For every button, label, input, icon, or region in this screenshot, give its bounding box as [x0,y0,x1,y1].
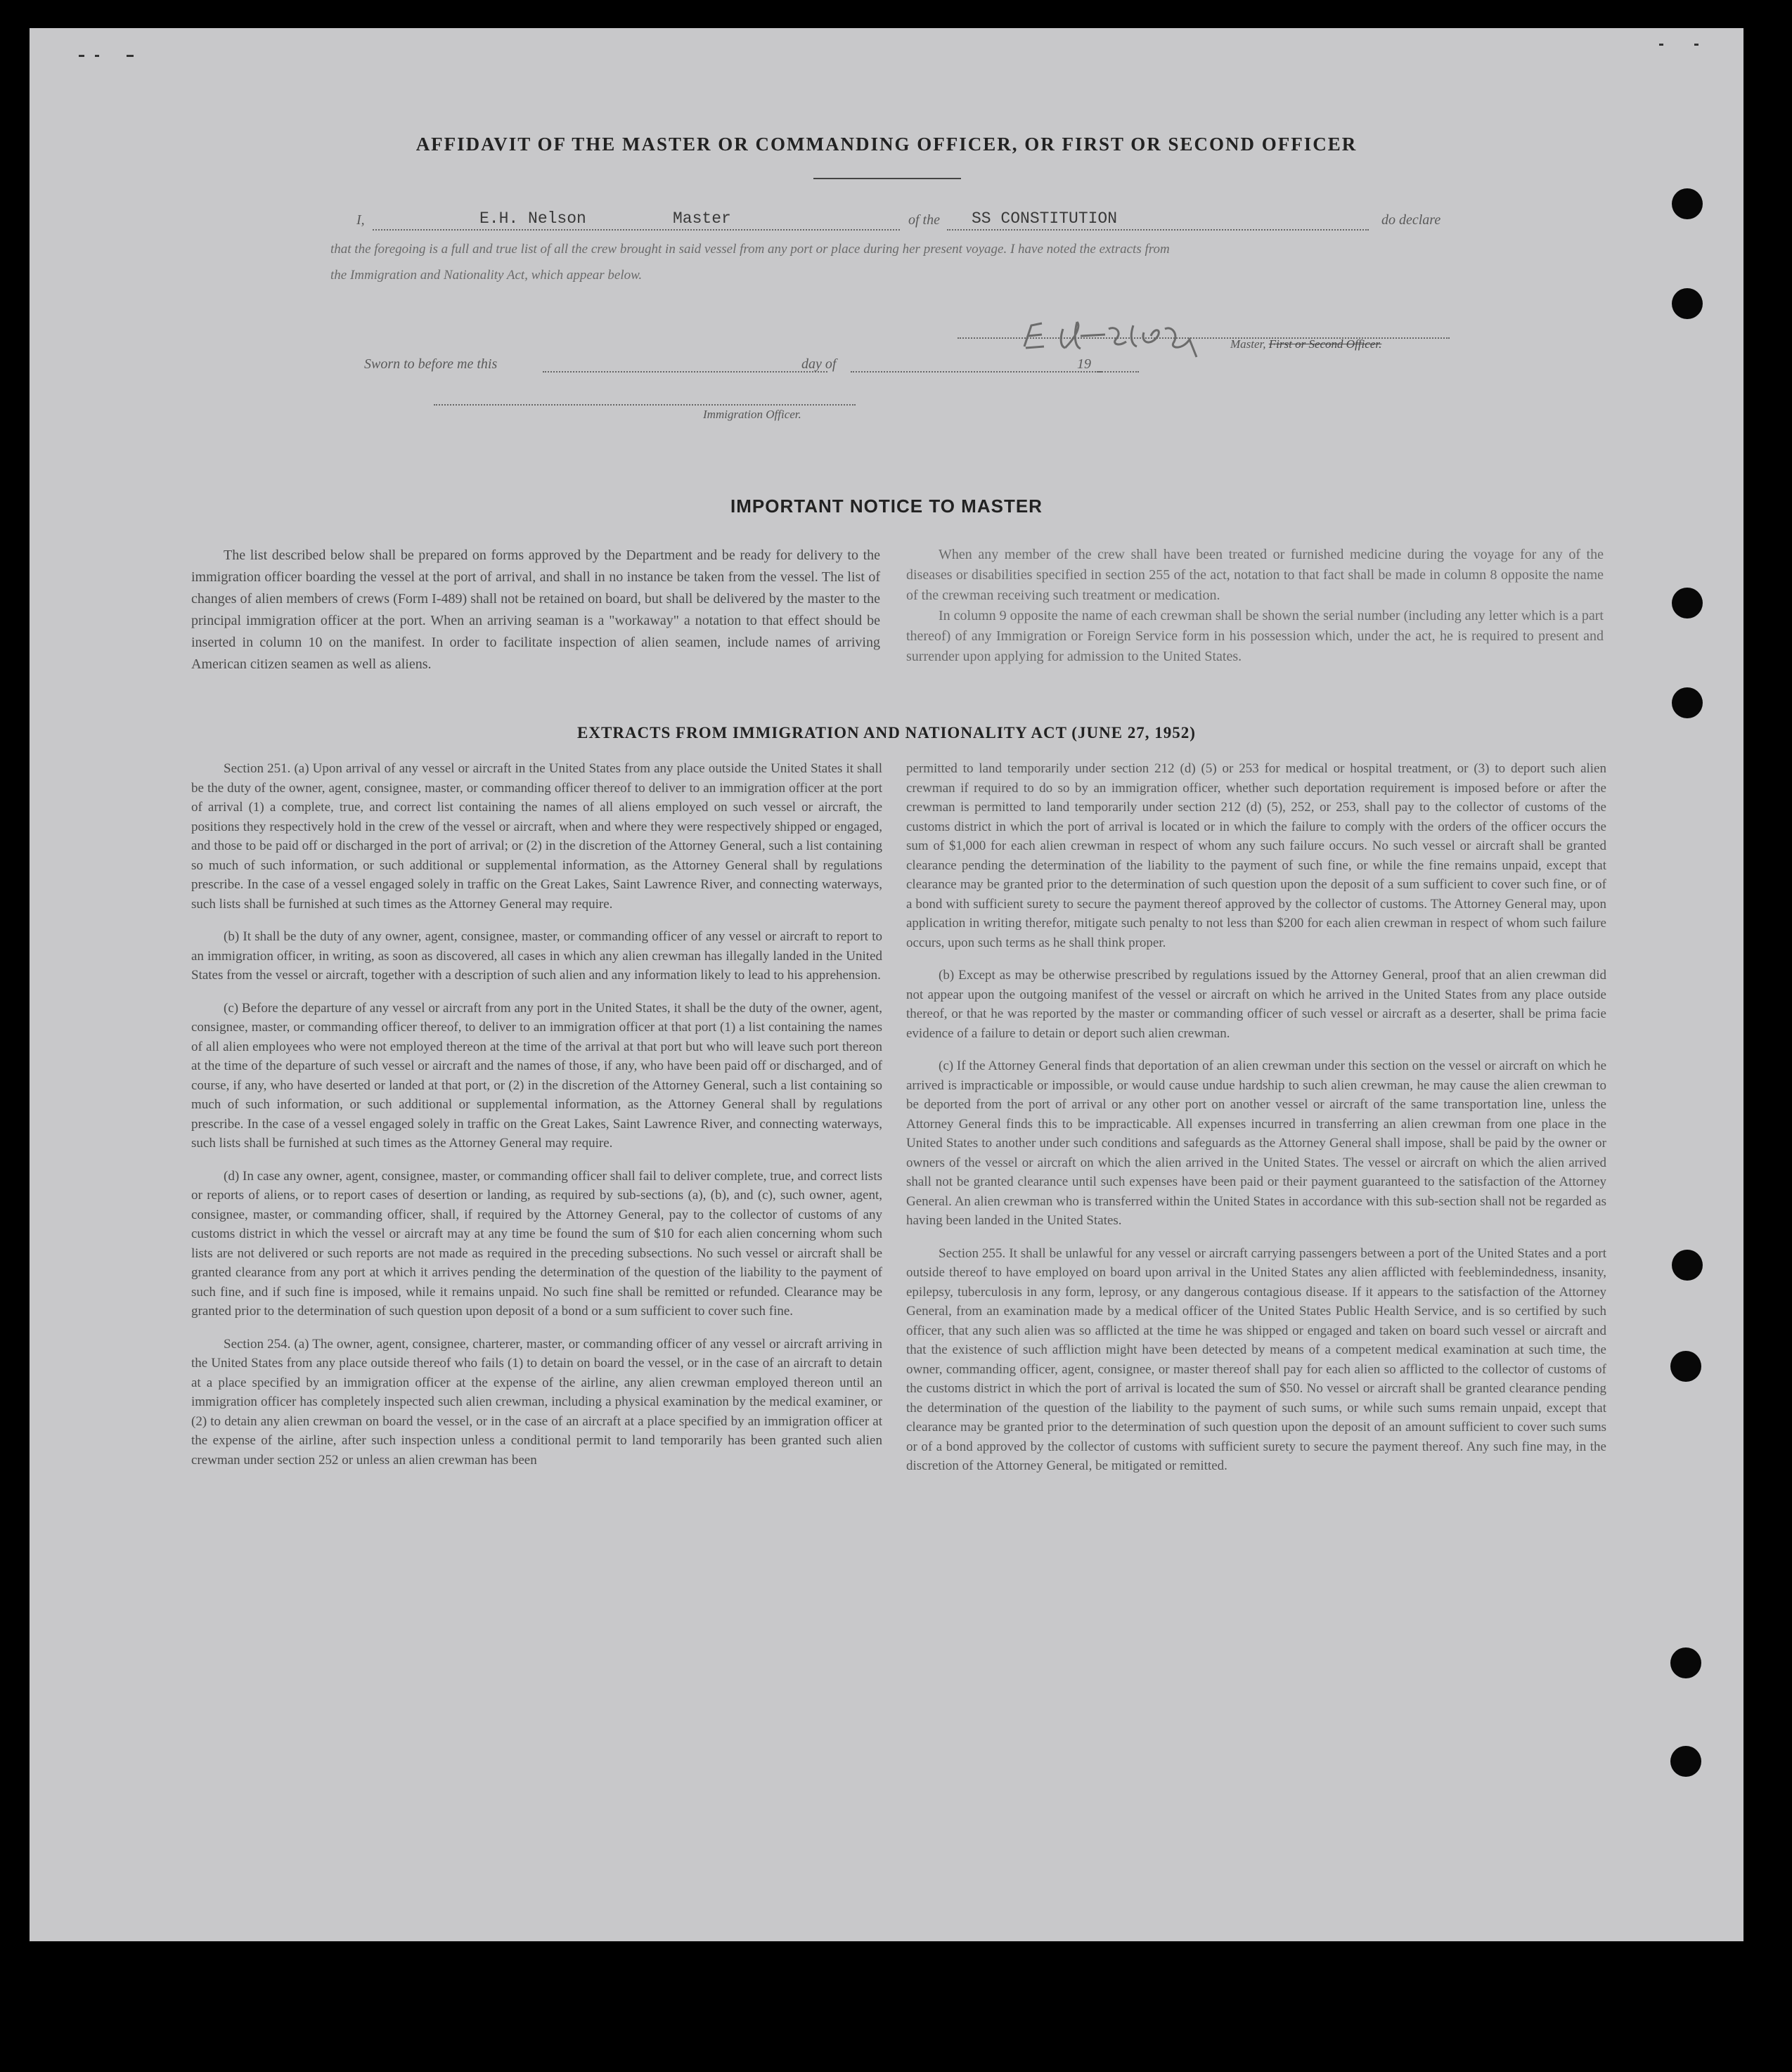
punch-hole [1672,188,1703,219]
section-251-b: (b) It shall be the duty of any owner, agent, consignee, master, or commanding officer of any vessel or aircraft to report to an immigration officer, in writing, as soon as discovered, all cases in which any alien crewman has illegally landed in the United States from the vessel or aircraft, together with a description of such alien and any information likely to lead to his apprehension. [191,929,882,983]
notice-right-paragraph-2: In column 9 opposite the name of each crewman shall be shown the serial number (including any letter which is a part thereof) of any Immigration or Foreign Service form in his possession which, under the act, he is required to present and surrender upon applying for admission to the United States. [906,608,1604,664]
day-of-label: day of [801,356,837,372]
section-254-c: (c) If the Attorney General finds that deportation of an alien crewman under this section on the vessel or aircraft on which he arrived is impracticable or impossible, or would cause undue hardship to such alien crewman, he may cause the alien crewman to be deported from the port of arrival or any other port on another vessel or aircraft of the same transportation line, unless the Attorney General finds this to be impracticable. All expenses incurred in transferring an alien crewman from one place in the United States to another under such conditions and safeguards as the Attorney General shall impose, shall be paid by the owner or owners of the vessel or aircraft on which the alien arrived in the United States. The vessel or aircraft on which the alien arrived shall not be granted clearance until such expenses have been paid or their payment guaranteed to the satisfaction of the Attorney General. An alien crewman who is transferred within the United States in accordance with this sub-section shall not be regarded as having been landed in the United States. [906,1058,1606,1228]
notice-left-column [191,545,880,689]
sworn-day-blank [543,371,827,373]
punch-hole [1670,1647,1701,1678]
master-name-field: E.H. Nelson [479,209,586,228]
title-underline [813,178,961,179]
scan-mark [127,55,134,57]
punch-hole [1672,687,1703,718]
officer-signature-line [434,404,856,406]
scan-mark [79,55,84,57]
section-254-a-continued: permitted to land temporarily under section 212 (d) (5) or 253 for medical or hospital treatment, or (3) to deport such alien crewman if required to do so by an immigration officer, whether such deportation requirement is imposed before or after the crewman is permitted to land temporarily under section 212 (d) (5), 252, or 253, shall pay to the collector of customs of the customs district in which the port of arrival is located or in which the failure to comply with the orders of the officer occurs the sum of $1,000 for each alien crewman in respect of whom any such failure occurs. No such vessel or aircraft shall be granted clearance pending the determination of the liability to the payment of such fine, or while the fine remains unpaid, except that clearance may be granted prior to the determination of such question upon the deposit of a sum sufficient to cover such fine, or of a bond with sufficient surety to secure the payment thereof approved by the collector of customs. The Attorney General may, upon application in writing therefor, mitigate such penalty to not less than $200 for each alien crewman in respect of whom such failure occurs, upon such terms as he shall think proper. [906,761,1606,950]
document-page [30,28,1743,1941]
scan-mark [1659,44,1663,46]
immigration-officer-label: Immigration Officer. [703,408,801,421]
year-label: 19 [1077,356,1091,372]
section-254-a: Section 254. (a) The owner, agent, consignee, charterer, master, or commanding officer of any vessel or aircraft arriving in the United States from any place outside thereof who fails (1) to detain on board the vessel, or in the case of an aircraft to detain at a place specified by an immigration officer at the expense of the airline, any alien crewman employed thereon until an immigration officer has completely inspected such alien crewman, including a physical examination by the medical examiner, or (2) to detain any alien crewman on board the vessel, or in the case of an aircraft at a place specified by an immigration officer at the expense of the airline, after such inspection unless a conditional permit to land temporarily has been granted such alien crewman under section 252 or unless an alien crewman has been [191,1336,882,1468]
section-254-b: (b) Except as may be otherwise prescribed by regulations issued by the Attorney General, proof that an alien crewman did not appear upon the outgoing manifest of the vessel or aircraft on which he arrived in the United States from any place outside thereof, or that he was reported by the master or commanding officer of such vessel or aircraft as a deserter, shall be prima facie evidence of a failure to detain or deport such alien crewman. [906,968,1606,1041]
declaration-text [330,236,1462,288]
affidavit-title: AFFIDAVIT OF THE MASTER OR COMMANDING OFFICER, OR FIRST OR SECOND OFFICER [415,134,1358,155]
punch-hole [1672,1250,1703,1281]
declaration-line-1: that the foregoing is a full and true list of all the crew brought in said vessel from any port or place during her present voyage. I have noted the extracts from [330,242,1170,257]
punch-hole [1670,1351,1701,1382]
month-blank [851,371,1102,373]
punch-hole [1672,288,1703,319]
notice-heading: IMPORTANT NOTICE TO MASTER [730,496,1043,517]
scan-mark [1694,44,1698,46]
of-the-label: of the [908,212,940,228]
declaration-line-2: the Immigration and Nationality Act, which appear below. [330,268,643,283]
vessel-name-field: SS CONSTITUTION [972,209,1118,228]
name-rank-blank [373,229,900,231]
do-declare-label: do declare [1381,212,1441,228]
section-255: Section 255. It shall be unlawful for any vessel or aircraft carrying passengers between a port of the United States and a port outside thereof to have employed on board upon arrival in the United States any alien afflicted with feeblemindedness, insanity, epilepsy, tuberculosis in any form, leprosy, or any dangerous contagious disease. If it appears to the satisfaction of the Attorney General, from an examination made by a medical officer of the United States Public Health Service, and is so certified by such officer, that any such alien was so afflicted at the time he was shipped or engaged and taken on board such vessel or aircraft and that the existence of such affliction might have been detected by means of a competent medical examination at such time, the owner, commanding officer, agent, consignee, or master thereof shall pay for each alien so afflicted to the collector of customs of the customs district in which the port of arrival is located the sum of $50. No vessel or aircraft shall be granted clearance pending the determination of the question of the liability to the payment of such sums, or while such sums remain unpaid, except that clearance may be granted prior to the determination of such question upon the deposit of an amount sufficient to cover such sums or of a bond approved by the collector of customs with sufficient surety to secure the payment thereof. Any such fine may, in the discretion of the Attorney General, be mitigated or remitted. [906,1245,1606,1473]
section-251-d: (d) In case any owner, agent, consignee, master, or commanding officer shall fail to deliver complete, true, and correct lists or reports of aliens, or to report cases of desertion or landing, as required by sub-sections (a), (b), and (c), such owner, agent, consignee, master, or commanding officer, shall, if required by the Attorney General, pay to the collector of customs of any customs district in which the vessel or aircraft may at any time be found the sum of $10 for each alien concerning whom such lists are not delivered or such reports are not made as required in the preceding subsections. No such vessel or aircraft shall be granted clearance from any port at which it arrives pending the determination of the question of the liability to the payment of such fine, and if such fine is imposed, while it remains unpaid. No such fine shall be remitted or refunded. Clearance may be granted prior to the determination of such question upon deposit of a bond or a sum sufficient to cover such fine. [191,1168,882,1319]
caption-struck-officer: First or Second Officer. [1268,337,1382,351]
notice-right-paragraph-1: When any member of the crew shall have been treated or furnished medicine during the voyage for any of the diseases or disabilities specified in section 255 of the act, notation to that fact shall be made in column 8 opposite the name of the crewman receiving such treatment or medication. [906,547,1604,603]
vessel-blank [947,229,1369,231]
caption-master: Master, [1230,337,1266,351]
extracts-right-column [906,759,1606,1489]
section-251-c: (c) Before the departure of any vessel or aircraft from any port in the United States, it shall be the duty of the owner, agent, consignee, master, or commanding officer thereof, to deliver to an immigration officer at that port (1) a list containing the names of all alien employees who were not employed thereon at the time of the arrival at that port but who will leave such port thereon at the time of the departure of such vessel or aircraft and the names of those, if any, who have been paid off or discharged, and of course, if any, who have deserted or landed at that port, or (2) in the discretion of the Attorney General, such a list containing so much of such information, or such additional or supplemental information, as the Attorney General shall by regulations prescribe. In the case of a vessel engaged solely in traffic on the Great Lakes, Saint Lawrence River, and connecting waterways, such lists shall be furnished at such times as the Attorney General may require. [191,1000,882,1151]
punch-hole [1672,588,1703,619]
notice-right-column [906,545,1604,680]
rank-field: Master [673,209,731,228]
sworn-label: Sworn to before me this [364,356,498,372]
punch-hole [1670,1746,1701,1777]
pronoun-label: I, [356,212,365,228]
extracts-left-column [191,759,882,1483]
section-251-a: Section 251. (a) Upon arrival of any vessel or aircraft in the United States from any place outside the United States it shall be the duty of the owner, agent, consignee, master, or commanding officer thereof to deliver to an immigration officer at the port of arrival (1) a complete, true, and correct list containing the names of all aliens employed on such vessel or aircraft, the positions they respectively hold in the crew of the vessel or aircraft, when and where they were respectively shipped or engaged, and those to be paid off or discharged in the port of arrival; or (2) in the discretion of the Attorney General, such a list containing so much of such information, or such additional or supplemental information, as the Attorney General shall by regulations prescribe. In the case of a vessel engaged solely in traffic on the Great Lakes, Saint Lawrence River, and connecting waterways, such lists shall be furnished at such times as the Attorney General may require. [191,761,882,912]
notice-left-paragraph: The list described below shall be prepared on forms approved by the Department and be ready for delivery to the immigration officer boarding the vessel at the port of arrival, and shall in no instance be taken from the vessel. The list of changes of alien members of crews (Form I-489) shall not be retained on board, but shall be delivered by the master to the principal immigration officer at the port. When an arriving seaman is a "workaway" a notation to that effect should be inserted in column 10 on the manifest. In order to facilitate inspection of alien seamen, include names of arriving American citizen seamen as well as aliens. [191,548,880,672]
scan-mark [95,55,99,57]
extracts-heading: EXTRACTS FROM IMMIGRATION AND NATIONALITY ACT (JUNE 27, 1952) [577,724,1196,742]
signature-caption [1230,337,1381,351]
year-blank [1097,371,1139,373]
